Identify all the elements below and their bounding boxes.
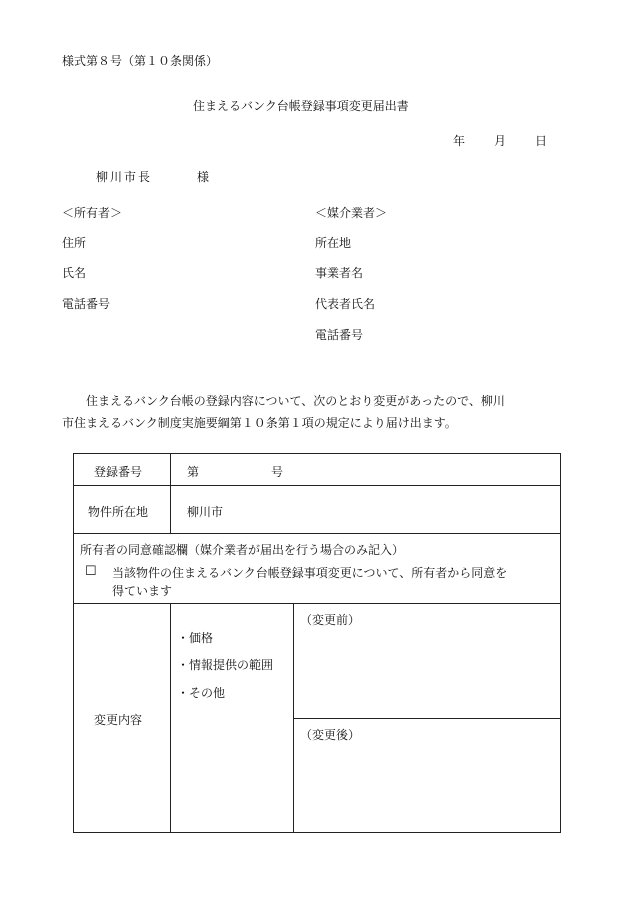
addressee-name: 柳川市長 xyxy=(96,170,153,184)
consent-heading: 所有者の同意確認欄（媒介業者が届出を行う場合のみ記入） xyxy=(80,543,405,557)
reg-no-value-cell[interactable] xyxy=(170,453,561,486)
reg-no-label: 登録番号 xyxy=(94,465,143,479)
consent-text-line1: 当該物件の住まえるバンク台帳登録事項変更について、所有者から同意を xyxy=(112,566,508,580)
date-year: 年 xyxy=(453,134,466,148)
date-day: 日 xyxy=(535,134,548,148)
broker-phone-label: 電話番号 xyxy=(315,328,364,342)
owner-heading: ＜所有者＞ xyxy=(62,206,123,220)
property-value: 柳川市 xyxy=(187,505,224,519)
change-before-cell[interactable] xyxy=(293,603,561,719)
change-before-label: （変更前） xyxy=(300,613,361,627)
change-items-cell xyxy=(170,603,294,833)
reg-no-suffix: 号 xyxy=(271,465,284,479)
change-item-other[interactable]: ・その他 xyxy=(177,686,226,700)
consent-text-line2: 得ています xyxy=(112,584,173,598)
broker-business-name-label: 事業者名 xyxy=(315,266,364,280)
owner-name-label: 氏名 xyxy=(62,266,87,280)
addressee-honorific: 様 xyxy=(197,170,210,184)
form-number: 様式第８号（第１０条関係） xyxy=(62,54,219,68)
document-title: 住まえるバンク台帳登録事項変更届出書 xyxy=(193,99,409,113)
change-after-label: （変更後） xyxy=(300,728,361,742)
change-label: 変更内容 xyxy=(94,713,143,727)
broker-representative-label: 代表者氏名 xyxy=(315,297,376,311)
date-month: 月 xyxy=(494,134,507,148)
reg-no-label-cell xyxy=(73,453,171,486)
owner-address-label: 住所 xyxy=(62,236,87,250)
owner-phone-label: 電話番号 xyxy=(62,297,111,311)
reg-no-prefix: 第 xyxy=(187,465,200,479)
consent-checkbox-icon[interactable]: ☐ xyxy=(85,564,97,579)
change-after-cell[interactable] xyxy=(293,718,561,833)
change-item-info-scope[interactable]: ・情報提供の範囲 xyxy=(177,658,274,672)
broker-heading: ＜媒介業者＞ xyxy=(315,206,388,220)
property-label: 物件所在地 xyxy=(88,505,149,519)
change-label-cell xyxy=(73,603,171,833)
body-text-line2: 市住まえるバンク制度実施要綱第１０条第１項の規定により届け出ます。 xyxy=(62,416,457,430)
property-value-cell[interactable] xyxy=(170,485,561,534)
change-item-price[interactable]: ・価格 xyxy=(177,631,214,645)
body-text-line1: 住まえるバンク台帳の登録内容について、次のとおり変更があったので、柳川 xyxy=(86,394,505,408)
property-label-cell xyxy=(73,485,171,534)
consent-cell xyxy=(73,533,561,604)
broker-location-label: 所在地 xyxy=(315,236,352,250)
